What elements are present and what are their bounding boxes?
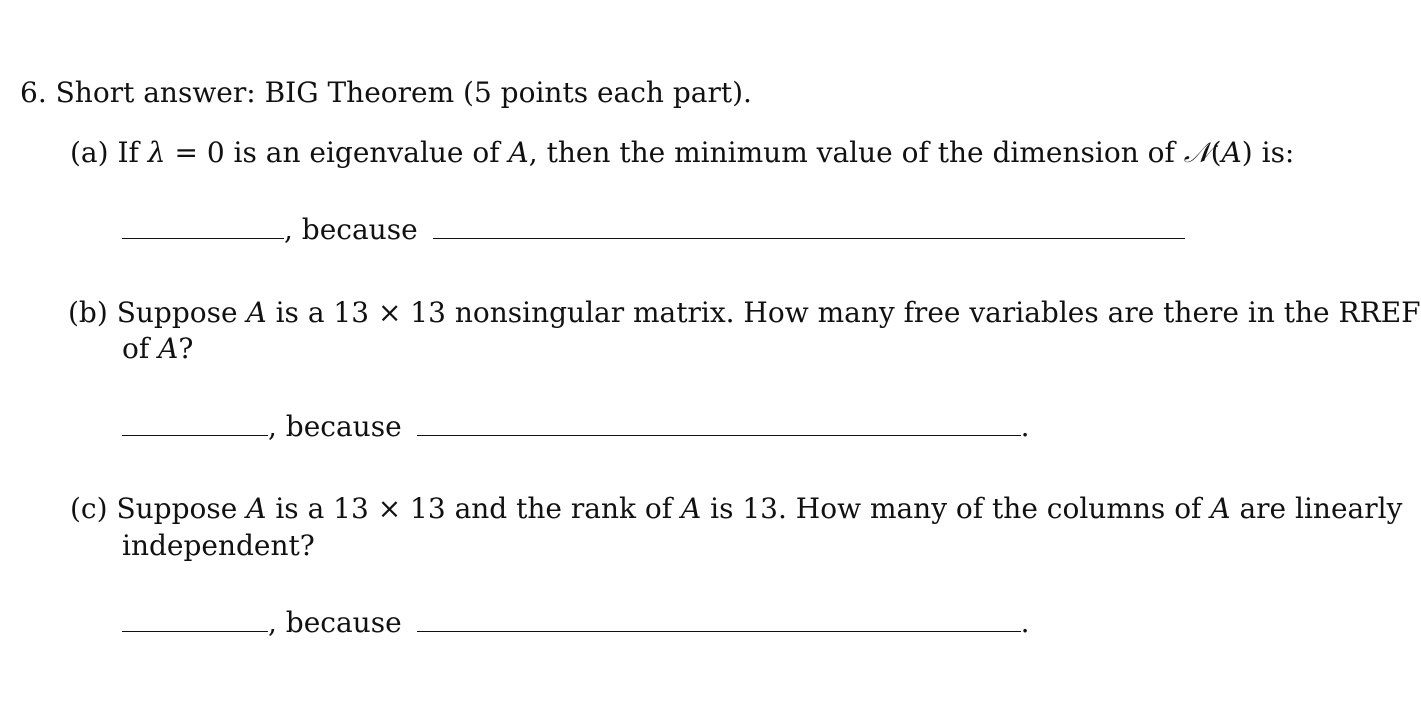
reason-blank[interactable] [417,629,1021,632]
matrix-var: A [1210,492,1231,525]
part-b-text-2: is a 13 × 13 nonsingular matrix. How many free variables are there in the RREF [275,296,1421,329]
part-b-prompt [68,296,1421,330]
question-header [20,76,752,110]
paren-close: ) [1241,136,1253,169]
part-b-answer-line [122,410,1029,444]
part-c-label: (c) [70,492,108,525]
part-b-prompt-line2 [122,332,193,366]
reason-blank[interactable] [433,236,1185,239]
part-c-answer-line [122,606,1029,640]
part-a-text-2: = 0 is an eigenvalue of [174,136,500,169]
because-text: , because [268,410,402,443]
part-b-text-4: ? [178,332,194,365]
part-a-text-3: , then the minimum value of the dimension of [528,136,1175,169]
part-c-text-2: is a 13 × 13 and the rank of [275,492,673,525]
part-c-text-4: are linearly [1239,492,1403,525]
matrix-var: A [246,296,267,329]
part-c-text-3: is 13. How many of the columns of [710,492,1202,525]
because-text: , because [268,606,402,639]
part-c-text-1: Suppose [116,492,238,525]
part-b-label: (b) [68,296,108,329]
answer-blank[interactable] [122,236,284,239]
part-b-text-1: Suppose [116,296,238,329]
part-c-prompt-line2 [122,529,315,563]
part-b-text-3: of [122,332,150,365]
paren-open: ( [1210,136,1222,169]
question-title: Short answer: BIG Theorem (5 points each part). [55,76,752,109]
part-a-label: (a) [70,136,109,169]
matrix-var: A [158,332,179,365]
lambda-symbol: λ [147,136,166,169]
period: . [1020,410,1030,443]
part-a-prompt [70,136,1294,170]
reason-blank[interactable] [417,433,1021,436]
part-c-prompt [70,492,1402,526]
answer-blank[interactable] [122,629,268,632]
part-a-text-1: If [117,136,139,169]
matrix-var: A [508,136,529,169]
part-a-text-4: is: [1261,136,1295,169]
part-c-text-5: independent? [122,529,315,562]
matrix-var: A [1221,136,1242,169]
part-a-answer-line [122,213,1185,247]
nullspace-symbol: 𝒩 [1183,136,1211,169]
matrix-var: A [246,492,267,525]
question-number: 6. [20,76,47,109]
because-text: , because [284,213,418,246]
matrix-var: A [681,492,702,525]
answer-blank[interactable] [122,433,268,436]
period: . [1020,606,1030,639]
